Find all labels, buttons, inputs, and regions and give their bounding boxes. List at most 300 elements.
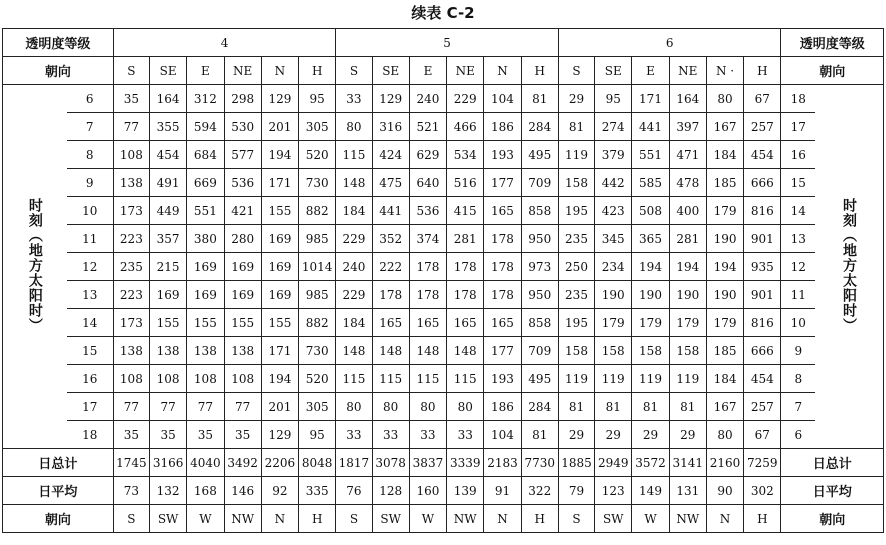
value-cell: 92 bbox=[261, 477, 298, 505]
value-cell: 81 bbox=[669, 393, 706, 421]
value-cell: 190 bbox=[632, 281, 669, 309]
value-cell: 29 bbox=[558, 421, 594, 449]
value-cell: 2160 bbox=[706, 449, 743, 477]
value-cell: 129 bbox=[372, 85, 409, 113]
value-cell: 536 bbox=[409, 197, 446, 225]
hour-cell-right: 9 bbox=[781, 337, 815, 365]
value-cell: 160 bbox=[409, 477, 446, 505]
value-cell: 167 bbox=[706, 113, 743, 141]
value-cell: 138 bbox=[224, 337, 261, 365]
hour-cell: 14 bbox=[67, 309, 114, 337]
value-cell: 730 bbox=[299, 337, 336, 365]
value-cell: 229 bbox=[336, 281, 372, 309]
direction-header-cell: S bbox=[558, 57, 594, 85]
value-cell: 128 bbox=[372, 477, 409, 505]
value-cell: 222 bbox=[372, 253, 409, 281]
value-cell: 178 bbox=[409, 281, 446, 309]
hour-cell: 12 bbox=[67, 253, 114, 281]
daily-average-row-label: 日平均 bbox=[3, 477, 114, 505]
value-cell: 491 bbox=[149, 169, 186, 197]
value-cell: 35 bbox=[113, 85, 149, 113]
value-cell: 709 bbox=[521, 169, 558, 197]
time-label-right bbox=[815, 85, 883, 449]
value-cell: 421 bbox=[224, 197, 261, 225]
value-cell: 7730 bbox=[521, 449, 558, 477]
value-cell: 108 bbox=[187, 365, 224, 393]
value-cell: 171 bbox=[632, 85, 669, 113]
value-cell: 380 bbox=[187, 225, 224, 253]
direction-header-cell: NE bbox=[669, 57, 706, 85]
hour-cell-right: 14 bbox=[781, 197, 815, 225]
grade-6: 6 bbox=[558, 29, 781, 57]
value-cell: 178 bbox=[484, 253, 521, 281]
value-cell: 195 bbox=[558, 309, 594, 337]
value-cell: 33 bbox=[336, 421, 372, 449]
value-cell: 666 bbox=[744, 337, 781, 365]
value-cell: 81 bbox=[558, 393, 594, 421]
value-cell: 155 bbox=[261, 197, 298, 225]
value-cell: 1885 bbox=[558, 449, 594, 477]
value-cell: 935 bbox=[744, 253, 781, 281]
value-cell: 131 bbox=[669, 477, 706, 505]
direction-header-cell: NE bbox=[447, 57, 484, 85]
value-cell: 33 bbox=[336, 85, 372, 113]
value-cell: 379 bbox=[595, 141, 632, 169]
grade-5: 5 bbox=[336, 29, 559, 57]
value-cell: 81 bbox=[558, 113, 594, 141]
value-cell: 229 bbox=[336, 225, 372, 253]
direction-header-cell: E bbox=[632, 57, 669, 85]
value-cell: 901 bbox=[744, 225, 781, 253]
value-cell: 177 bbox=[484, 169, 521, 197]
value-cell: 3837 bbox=[409, 449, 446, 477]
value-cell: 374 bbox=[409, 225, 446, 253]
value-cell: 424 bbox=[372, 141, 409, 169]
value-cell: 168 bbox=[187, 477, 224, 505]
value-cell: 138 bbox=[113, 169, 149, 197]
value-cell: 104 bbox=[484, 85, 521, 113]
hour-cell: 6 bbox=[67, 85, 114, 113]
value-cell: 365 bbox=[632, 225, 669, 253]
value-cell: 684 bbox=[187, 141, 224, 169]
daily-total-row-label: 日总计 bbox=[3, 449, 114, 477]
value-cell: 115 bbox=[336, 365, 372, 393]
value-cell: 79 bbox=[558, 477, 594, 505]
hour-cell-right: 6 bbox=[781, 421, 815, 449]
direction-header-cell: SE bbox=[595, 57, 632, 85]
direction-footer-cell: W bbox=[409, 505, 446, 533]
direction-footer-cell: SW bbox=[595, 505, 632, 533]
value-cell: 148 bbox=[372, 337, 409, 365]
value-cell: 115 bbox=[372, 365, 409, 393]
value-cell: 81 bbox=[632, 393, 669, 421]
value-cell: 184 bbox=[706, 365, 743, 393]
value-cell: 80 bbox=[447, 393, 484, 421]
value-cell: 178 bbox=[447, 253, 484, 281]
value-cell: 158 bbox=[595, 337, 632, 365]
direction-header-cell: S bbox=[336, 57, 372, 85]
value-cell: 138 bbox=[149, 337, 186, 365]
value-cell: 274 bbox=[595, 113, 632, 141]
value-cell: 165 bbox=[372, 309, 409, 337]
hour-cell-right: 8 bbox=[781, 365, 815, 393]
value-cell: 1817 bbox=[336, 449, 372, 477]
value-cell: 466 bbox=[447, 113, 484, 141]
value-cell: 284 bbox=[521, 113, 558, 141]
direction-header-cell: N · bbox=[706, 57, 743, 85]
value-cell: 138 bbox=[113, 337, 149, 365]
table-row bbox=[3, 281, 884, 309]
value-cell: 115 bbox=[447, 365, 484, 393]
value-cell: 530 bbox=[224, 113, 261, 141]
value-cell: 178 bbox=[484, 225, 521, 253]
value-cell: 169 bbox=[149, 281, 186, 309]
value-cell: 305 bbox=[299, 113, 336, 141]
value-cell: 629 bbox=[409, 141, 446, 169]
table-row bbox=[3, 365, 884, 393]
value-cell: 257 bbox=[744, 113, 781, 141]
direction-footer-cell: H bbox=[299, 505, 336, 533]
value-cell: 164 bbox=[149, 85, 186, 113]
value-cell: 148 bbox=[409, 337, 446, 365]
time-label-text: 时刻（地方太阳时） bbox=[26, 197, 43, 333]
value-cell: 179 bbox=[595, 309, 632, 337]
value-cell: 76 bbox=[336, 477, 372, 505]
direction-header-cell: NE bbox=[224, 57, 261, 85]
value-cell: 194 bbox=[261, 141, 298, 169]
daily-total-row-label-right: 日总计 bbox=[781, 449, 884, 477]
time-label-text-right: 时刻（地方太阳时） bbox=[841, 197, 858, 333]
value-cell: 169 bbox=[224, 253, 261, 281]
value-cell: 148 bbox=[447, 337, 484, 365]
direction-footer-cell: N bbox=[484, 505, 521, 533]
direction-header-cell: N bbox=[484, 57, 521, 85]
value-cell: 194 bbox=[261, 365, 298, 393]
value-cell: 495 bbox=[521, 141, 558, 169]
value-cell: 190 bbox=[706, 225, 743, 253]
value-cell: 186 bbox=[484, 393, 521, 421]
value-cell: 139 bbox=[447, 477, 484, 505]
value-cell: 35 bbox=[187, 421, 224, 449]
value-cell: 115 bbox=[336, 141, 372, 169]
value-cell: 186 bbox=[484, 113, 521, 141]
value-cell: 201 bbox=[261, 393, 298, 421]
value-cell: 193 bbox=[484, 141, 521, 169]
hour-cell-right: 15 bbox=[781, 169, 815, 197]
value-cell: 585 bbox=[632, 169, 669, 197]
value-cell: 709 bbox=[521, 337, 558, 365]
value-cell: 169 bbox=[261, 281, 298, 309]
direction-header-cell: E bbox=[409, 57, 446, 85]
value-cell: 149 bbox=[632, 477, 669, 505]
value-cell: 115 bbox=[409, 365, 446, 393]
table-row bbox=[3, 393, 884, 421]
value-cell: 179 bbox=[632, 309, 669, 337]
value-cell: 397 bbox=[669, 113, 706, 141]
value-cell: 520 bbox=[299, 365, 336, 393]
value-cell: 280 bbox=[224, 225, 261, 253]
direction-header-cell: SE bbox=[372, 57, 409, 85]
daily-average-row bbox=[3, 477, 884, 505]
direction-header-row bbox=[3, 57, 884, 85]
hour-cell: 10 bbox=[67, 197, 114, 225]
direction-footer-cell: S bbox=[113, 505, 149, 533]
value-cell: 33 bbox=[447, 421, 484, 449]
direction-header-cell: SE bbox=[149, 57, 186, 85]
value-cell: 190 bbox=[706, 281, 743, 309]
value-cell: 194 bbox=[706, 253, 743, 281]
value-cell: 858 bbox=[521, 309, 558, 337]
table-row bbox=[3, 85, 884, 113]
value-cell: 169 bbox=[224, 281, 261, 309]
daily-total-row bbox=[3, 449, 884, 477]
value-cell: 195 bbox=[558, 197, 594, 225]
value-cell: 594 bbox=[187, 113, 224, 141]
value-cell: 29 bbox=[558, 85, 594, 113]
direction-header-cell: H bbox=[299, 57, 336, 85]
value-cell: 177 bbox=[484, 337, 521, 365]
value-cell: 108 bbox=[113, 141, 149, 169]
direction-footer-cell: S bbox=[558, 505, 594, 533]
value-cell: 158 bbox=[669, 337, 706, 365]
value-cell: 357 bbox=[149, 225, 186, 253]
value-cell: 8048 bbox=[299, 449, 336, 477]
value-cell: 257 bbox=[744, 393, 781, 421]
value-cell: 194 bbox=[669, 253, 706, 281]
value-cell: 4040 bbox=[187, 449, 224, 477]
direction-footer-cell: W bbox=[632, 505, 669, 533]
value-cell: 577 bbox=[224, 141, 261, 169]
value-cell: 29 bbox=[632, 421, 669, 449]
value-cell: 454 bbox=[149, 141, 186, 169]
value-cell: 119 bbox=[595, 365, 632, 393]
value-cell: 169 bbox=[261, 225, 298, 253]
hour-cell-right: 10 bbox=[781, 309, 815, 337]
table-row bbox=[3, 141, 884, 169]
value-cell: 235 bbox=[558, 281, 594, 309]
value-cell: 164 bbox=[669, 85, 706, 113]
value-cell: 178 bbox=[484, 281, 521, 309]
grade-label-right: 透明度等级 bbox=[781, 29, 884, 57]
value-cell: 67 bbox=[744, 85, 781, 113]
value-cell: 640 bbox=[409, 169, 446, 197]
value-cell: 281 bbox=[669, 225, 706, 253]
value-cell: 441 bbox=[372, 197, 409, 225]
value-cell: 155 bbox=[224, 309, 261, 337]
value-cell: 345 bbox=[595, 225, 632, 253]
grade-header-row bbox=[3, 29, 884, 57]
hour-cell-right: 18 bbox=[781, 85, 815, 113]
direction-footer-cell: NW bbox=[447, 505, 484, 533]
footer-orientation-label: 朝向 bbox=[3, 505, 114, 533]
table-row bbox=[3, 337, 884, 365]
value-cell: 91 bbox=[484, 477, 521, 505]
value-cell: 521 bbox=[409, 113, 446, 141]
value-cell: 335 bbox=[299, 477, 336, 505]
value-cell: 155 bbox=[187, 309, 224, 337]
value-cell: 442 bbox=[595, 169, 632, 197]
value-cell: 3166 bbox=[149, 449, 186, 477]
value-cell: 165 bbox=[484, 197, 521, 225]
value-cell: 3492 bbox=[224, 449, 261, 477]
value-cell: 190 bbox=[669, 281, 706, 309]
value-cell: 235 bbox=[113, 253, 149, 281]
direction-footer-cell: H bbox=[521, 505, 558, 533]
value-cell: 95 bbox=[299, 85, 336, 113]
value-cell: 173 bbox=[113, 309, 149, 337]
value-cell: 316 bbox=[372, 113, 409, 141]
direction-footer-cell: SW bbox=[149, 505, 186, 533]
hour-cell: 9 bbox=[67, 169, 114, 197]
value-cell: 669 bbox=[187, 169, 224, 197]
grade-4: 4 bbox=[113, 29, 336, 57]
value-cell: 35 bbox=[149, 421, 186, 449]
table-row bbox=[3, 113, 884, 141]
value-cell: 520 bbox=[299, 141, 336, 169]
value-cell: 171 bbox=[261, 337, 298, 365]
value-cell: 471 bbox=[669, 141, 706, 169]
value-cell: 882 bbox=[299, 309, 336, 337]
hour-cell: 7 bbox=[67, 113, 114, 141]
value-cell: 67 bbox=[744, 421, 781, 449]
value-cell: 816 bbox=[744, 309, 781, 337]
value-cell: 551 bbox=[187, 197, 224, 225]
value-cell: 516 bbox=[447, 169, 484, 197]
grade-label: 透明度等级 bbox=[3, 29, 114, 57]
direction-footer-cell: W bbox=[187, 505, 224, 533]
value-cell: 108 bbox=[113, 365, 149, 393]
value-cell: 119 bbox=[669, 365, 706, 393]
value-cell: 169 bbox=[187, 281, 224, 309]
value-cell: 81 bbox=[521, 421, 558, 449]
value-cell: 108 bbox=[149, 365, 186, 393]
value-cell: 184 bbox=[336, 309, 372, 337]
value-cell: 423 bbox=[595, 197, 632, 225]
value-cell: 858 bbox=[521, 197, 558, 225]
value-cell: 80 bbox=[336, 113, 372, 141]
value-cell: 235 bbox=[558, 225, 594, 253]
value-cell: 119 bbox=[558, 141, 594, 169]
value-cell: 169 bbox=[261, 253, 298, 281]
direction-footer-cell: N bbox=[261, 505, 298, 533]
hour-cell: 11 bbox=[67, 225, 114, 253]
value-cell: 190 bbox=[595, 281, 632, 309]
orientation-label-right: 朝向 bbox=[781, 57, 884, 85]
direction-footer-cell: NW bbox=[669, 505, 706, 533]
value-cell: 449 bbox=[149, 197, 186, 225]
hour-cell: 8 bbox=[67, 141, 114, 169]
value-cell: 816 bbox=[744, 197, 781, 225]
value-cell: 171 bbox=[261, 169, 298, 197]
table-row bbox=[3, 309, 884, 337]
value-cell: 132 bbox=[149, 477, 186, 505]
value-cell: 229 bbox=[447, 85, 484, 113]
value-cell: 73 bbox=[113, 477, 149, 505]
value-cell: 77 bbox=[224, 393, 261, 421]
hour-cell-right: 13 bbox=[781, 225, 815, 253]
value-cell: 119 bbox=[632, 365, 669, 393]
hour-cell-right: 11 bbox=[781, 281, 815, 309]
solar-radiation-table bbox=[2, 28, 884, 533]
hour-cell: 17 bbox=[67, 393, 114, 421]
orientation-label: 朝向 bbox=[3, 57, 114, 85]
value-cell: 80 bbox=[409, 393, 446, 421]
value-cell: 305 bbox=[299, 393, 336, 421]
value-cell: 77 bbox=[113, 393, 149, 421]
value-cell: 3078 bbox=[372, 449, 409, 477]
value-cell: 80 bbox=[336, 393, 372, 421]
value-cell: 478 bbox=[669, 169, 706, 197]
value-cell: 3141 bbox=[669, 449, 706, 477]
value-cell: 551 bbox=[632, 141, 669, 169]
table-row bbox=[3, 253, 884, 281]
value-cell: 80 bbox=[706, 85, 743, 113]
direction-footer-cell: H bbox=[744, 505, 781, 533]
direction-footer-cell: NW bbox=[224, 505, 261, 533]
value-cell: 33 bbox=[372, 421, 409, 449]
value-cell: 234 bbox=[595, 253, 632, 281]
direction-header-cell: N bbox=[261, 57, 298, 85]
hour-cell-right: 17 bbox=[781, 113, 815, 141]
value-cell: 35 bbox=[224, 421, 261, 449]
value-cell: 223 bbox=[113, 225, 149, 253]
value-cell: 298 bbox=[224, 85, 261, 113]
value-cell: 138 bbox=[187, 337, 224, 365]
hour-cell-right: 7 bbox=[781, 393, 815, 421]
value-cell: 281 bbox=[447, 225, 484, 253]
value-cell: 666 bbox=[744, 169, 781, 197]
value-cell: 104 bbox=[484, 421, 521, 449]
value-cell: 81 bbox=[521, 85, 558, 113]
value-cell: 882 bbox=[299, 197, 336, 225]
value-cell: 184 bbox=[706, 141, 743, 169]
value-cell: 901 bbox=[744, 281, 781, 309]
value-cell: 80 bbox=[372, 393, 409, 421]
hour-cell-right: 12 bbox=[781, 253, 815, 281]
value-cell: 730 bbox=[299, 169, 336, 197]
value-cell: 985 bbox=[299, 225, 336, 253]
value-cell: 454 bbox=[744, 365, 781, 393]
value-cell: 178 bbox=[447, 281, 484, 309]
value-cell: 2206 bbox=[261, 449, 298, 477]
value-cell: 29 bbox=[595, 421, 632, 449]
value-cell: 165 bbox=[484, 309, 521, 337]
value-cell: 90 bbox=[706, 477, 743, 505]
value-cell: 322 bbox=[521, 477, 558, 505]
value-cell: 158 bbox=[632, 337, 669, 365]
value-cell: 973 bbox=[521, 253, 558, 281]
value-cell: 173 bbox=[113, 197, 149, 225]
value-cell: 129 bbox=[261, 85, 298, 113]
value-cell: 119 bbox=[558, 365, 594, 393]
value-cell: 81 bbox=[595, 393, 632, 421]
value-cell: 302 bbox=[744, 477, 781, 505]
direction-header-cell: S bbox=[113, 57, 149, 85]
value-cell: 158 bbox=[558, 169, 594, 197]
hour-cell: 13 bbox=[67, 281, 114, 309]
value-cell: 33 bbox=[409, 421, 446, 449]
value-cell: 534 bbox=[447, 141, 484, 169]
value-cell: 179 bbox=[669, 309, 706, 337]
table-row bbox=[3, 169, 884, 197]
value-cell: 284 bbox=[521, 393, 558, 421]
value-cell: 35 bbox=[113, 421, 149, 449]
value-cell: 454 bbox=[744, 141, 781, 169]
value-cell: 178 bbox=[372, 281, 409, 309]
value-cell: 80 bbox=[706, 421, 743, 449]
value-cell: 167 bbox=[706, 393, 743, 421]
value-cell: 950 bbox=[521, 281, 558, 309]
